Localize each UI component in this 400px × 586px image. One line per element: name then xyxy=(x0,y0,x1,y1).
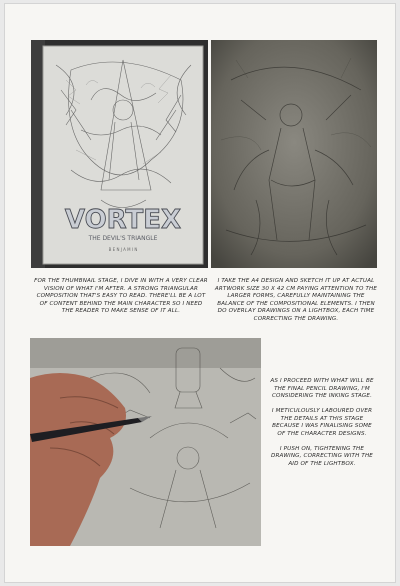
pencil-stage-paragraph-3: I PUSH ON, TIGHTENING THE DRAWING, CORRECTING WITH THE AID OF THE LIGHTBOX. xyxy=(270,445,373,467)
thumbnail-sketch-image xyxy=(31,40,208,268)
vortex-logo-small: B E N J A M I N xyxy=(108,247,138,252)
pencil-stage-paragraph-2: I METICULOUSLY LABOURED OVER THE DETAILS AT THIS STAGE BECAUSE I WAS FINALISING SOME OF THE CHARACTER DESIGNS. xyxy=(271,407,373,437)
pencil-stage-caption xyxy=(269,378,375,476)
pencil-drawing-photo xyxy=(30,338,261,546)
lightbox-sketch-image xyxy=(211,40,377,268)
thumbnail-sketch-photo xyxy=(31,40,208,268)
pencil-drawing-image xyxy=(30,338,261,546)
lightbox-sketch-photo xyxy=(211,40,377,268)
thumbnail-stage-caption: FOR THE THUMBNAIL STAGE, I DIVE IN WITH A VERY CLEAR VISION OF WHAT I'M AFTER. A STRONG TRIANGULAR COMPOSITION THAT'S EASY TO READ. THERE'LL BE A LOT OF CONTENT BEHIND THE MAIN CHARACTER SO I NEED THE READER TO MAKE SENSE OF IT ALL. xyxy=(34,278,208,315)
lightbox-stage-caption: I TAKE THE A4 DESIGN AND SKETCH IT UP AT ACTUAL ARTWORK SIZE 30 X 42 CM PAYING ATTENTION TO THE LARGER FORMS, CAREFULLY MAINTAINING THE BALANCE OF THE COMPOSITIONAL ELEMENTS. I THEN DO OVERLAY DRAWINGS ON A LIGHTBOX, EACH TIME CORRECTING THE DRAWING. xyxy=(214,278,378,322)
pencil-stage-paragraph-1: AS I PROCEED WITH WHAT WILL BE THE FINAL PENCIL DRAWING, I'M CONSIDERING THE INKING STAGE. xyxy=(270,378,374,400)
vortex-logo: VORTEX xyxy=(64,205,182,235)
book-page xyxy=(5,4,395,582)
vortex-logo-subtitle: THE DEVIL'S TRIANGLE xyxy=(88,235,158,242)
